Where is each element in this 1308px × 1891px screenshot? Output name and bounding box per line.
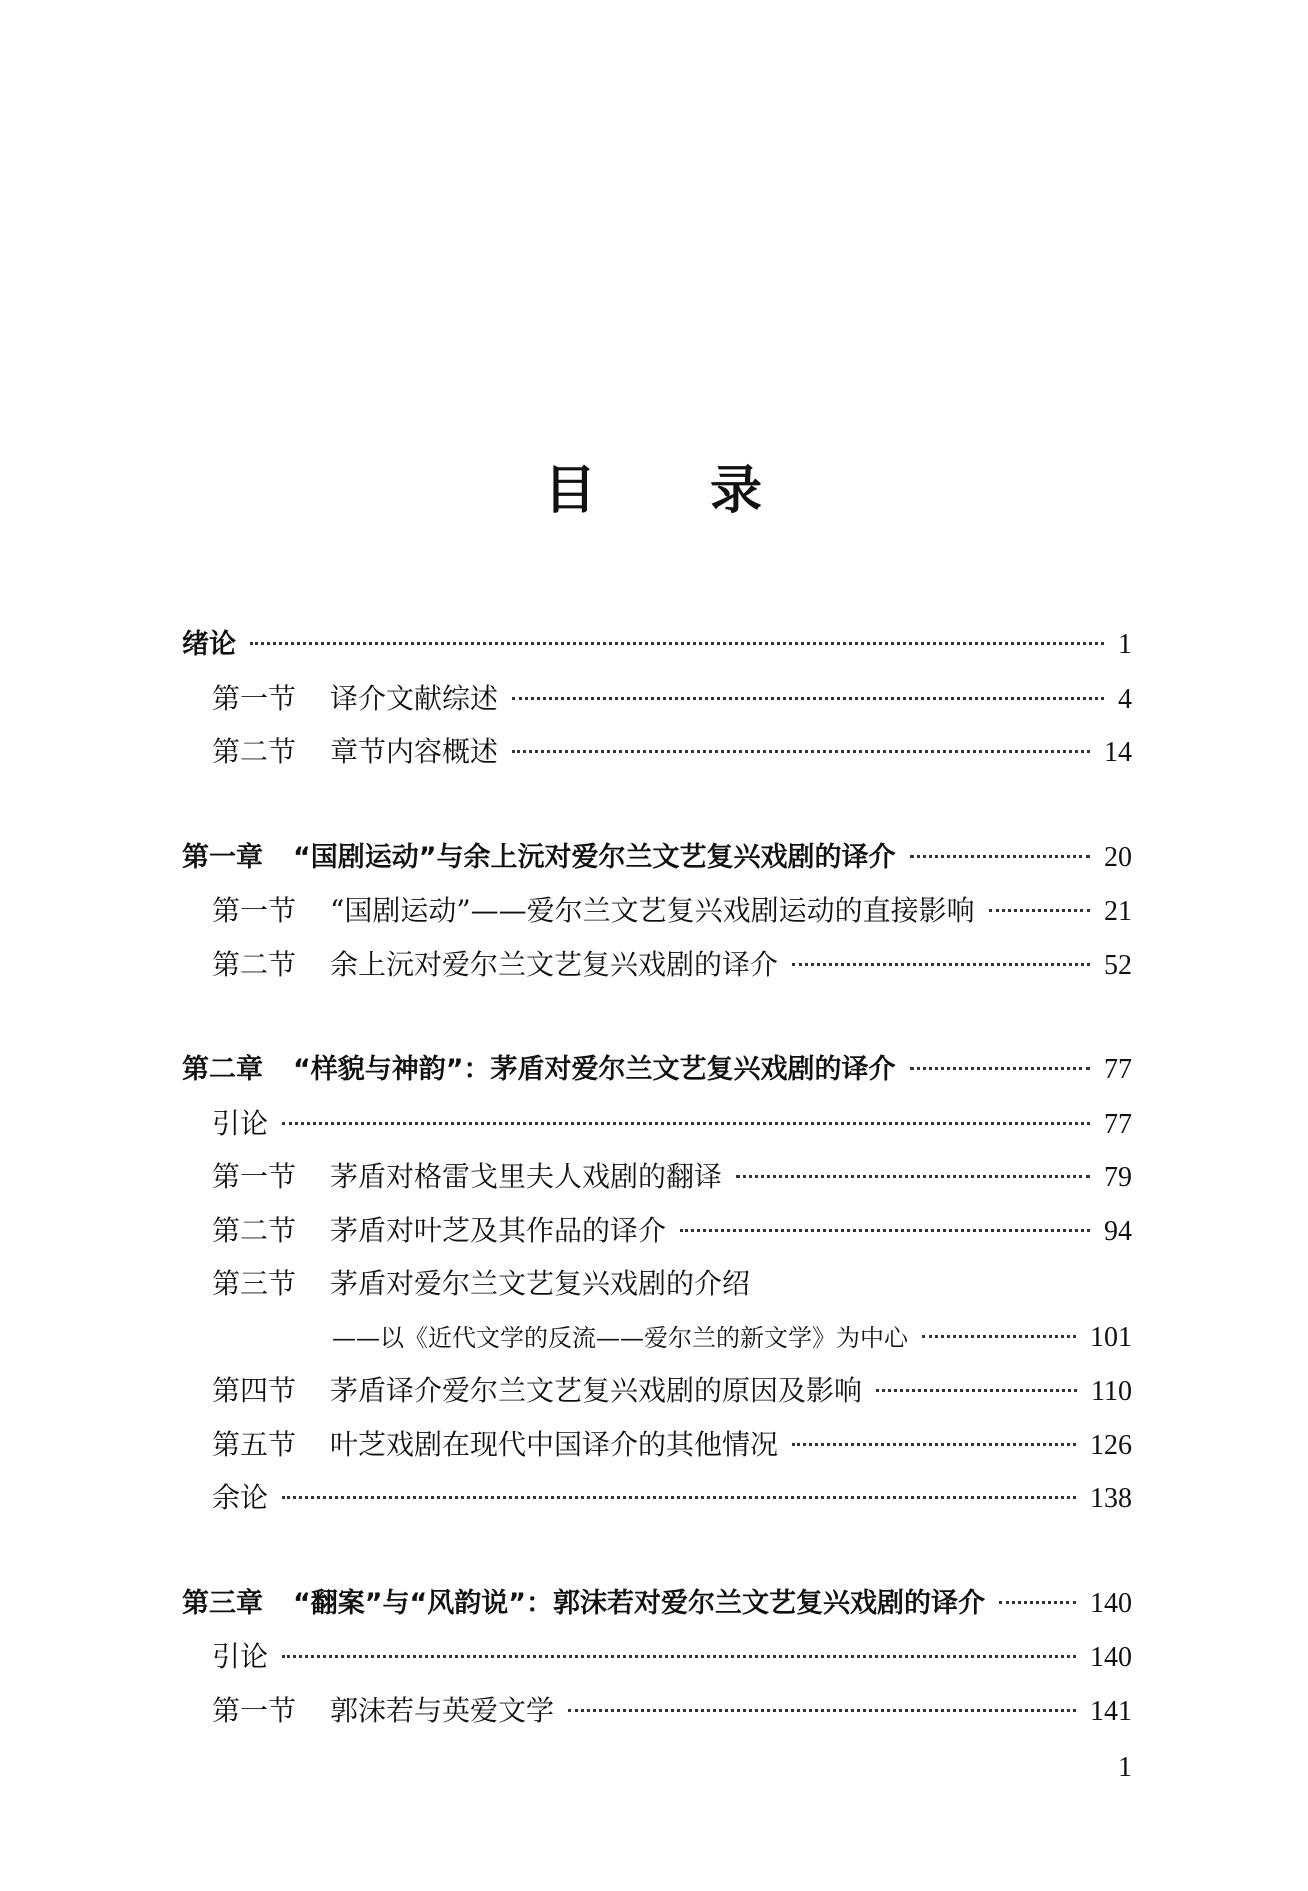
section-number: 第五节 — [212, 1427, 297, 1461]
toc-entry-intro-section[interactable] — [182, 1630, 1132, 1684]
toc-page: 138 — [1090, 1483, 1132, 1514]
toc-page: 14 — [1104, 737, 1132, 768]
toc-page: 141 — [1090, 1695, 1132, 1727]
dot-leader — [910, 854, 1091, 858]
toc-page: 1 — [1118, 629, 1132, 660]
dot-leader — [282, 1121, 1090, 1125]
toc-page: 21 — [1104, 896, 1132, 927]
dot-leader — [999, 1600, 1076, 1604]
dot-leader — [250, 641, 1104, 645]
toc-label: “国剧运动”——爱尔兰文艺复兴戏剧运动的直接影响 — [330, 894, 975, 927]
toc-page: 77 — [1104, 1054, 1132, 1085]
toc-entry-section[interactable] — [182, 1364, 1132, 1418]
page-title — [0, 448, 1308, 523]
toc-label: 茅盾译介爱尔兰文艺复兴戏剧的原因及影响 — [330, 1374, 863, 1407]
section-number: 第三节 — [212, 1267, 297, 1300]
toc-label: “国剧运动”与余上沅对爱尔兰文艺复兴戏剧的译介 — [293, 841, 896, 873]
dot-leader — [568, 1708, 1076, 1712]
section-number: 第二节 — [212, 947, 297, 981]
toc-entry-section[interactable] — [182, 1257, 1132, 1311]
dot-leader — [876, 1388, 1077, 1392]
toc-label: 郭沫若与英爱文学 — [330, 1693, 555, 1727]
dot-leader — [922, 1334, 1076, 1338]
toc-page: 94 — [1104, 1215, 1132, 1247]
toc-page: 52 — [1104, 949, 1132, 981]
dot-leader — [512, 696, 1104, 700]
toc-entry-section[interactable] — [182, 1684, 1132, 1738]
toc-entry-chapter-2[interactable] — [182, 1043, 1132, 1097]
toc-label: 茅盾对格雷戈里夫人戏剧的翻译 — [330, 1160, 723, 1193]
toc-page: 4 — [1118, 683, 1132, 715]
toc-label: 叶芝戏剧在现代中国译介的其他情况 — [330, 1427, 779, 1461]
toc-entry-section[interactable] — [182, 938, 1132, 992]
section-number: 第四节 — [212, 1374, 297, 1407]
section-number: 第二节 — [212, 735, 297, 768]
section-number: 第二节 — [212, 1213, 297, 1247]
section-number: 第一节 — [212, 1160, 297, 1193]
toc-entry-section[interactable] — [182, 672, 1132, 726]
title-char-1: 目 — [543, 460, 598, 521]
toc-entry-intro[interactable] — [182, 618, 1132, 672]
toc-label: 章节内容概述 — [330, 735, 499, 768]
toc-label: 绪论 — [182, 629, 236, 660]
dot-leader — [910, 1066, 1091, 1070]
dot-leader — [512, 749, 1090, 753]
toc-page: 110 — [1091, 1376, 1132, 1407]
toc-entry-intro-section[interactable] — [182, 1097, 1132, 1151]
toc-page: 79 — [1104, 1162, 1132, 1193]
toc-page: 20 — [1104, 841, 1132, 873]
toc-label: 茅盾对叶芝及其作品的译介 — [330, 1213, 667, 1247]
toc-label: 余上沅对爱尔兰文艺复兴戏剧的译介 — [330, 947, 779, 981]
toc-sublabel: ——以《近代文学的反流——爱尔兰的新文学》为中心 — [332, 1323, 908, 1352]
title-char-2: 录 — [710, 460, 765, 521]
chapter-number: 第一章 — [182, 841, 263, 873]
dot-leader — [282, 1495, 1076, 1499]
dot-leader — [792, 962, 1090, 966]
chapter-number: 第二章 — [182, 1054, 263, 1085]
toc-label: 茅盾对爱尔兰文艺复兴戏剧的介绍 — [330, 1267, 751, 1300]
toc-entry-subtitle[interactable] — [182, 1311, 1132, 1365]
table-of-contents — [182, 618, 1132, 1737]
toc-label: “翻案”与“风韵说”：郭沫若对爱尔兰文艺复兴戏剧的译介 — [293, 1587, 985, 1619]
section-number: 第一节 — [212, 894, 297, 927]
toc-entry-section[interactable] — [182, 884, 1132, 938]
toc-entry-section[interactable] — [182, 725, 1132, 779]
toc-label: 译介文献综述 — [330, 681, 499, 715]
toc-entry-chapter-1[interactable] — [182, 831, 1132, 885]
toc-label: 引论 — [212, 1640, 269, 1673]
toc-page: 101 — [1090, 1321, 1132, 1353]
toc-entry-section[interactable] — [182, 1418, 1132, 1472]
section-number: 第一节 — [212, 1693, 297, 1727]
toc-page: 126 — [1090, 1429, 1132, 1461]
section-number: 第一节 — [212, 681, 297, 715]
dot-leader — [736, 1174, 1090, 1178]
toc-page: 140 — [1090, 1642, 1132, 1673]
toc-entry-coda[interactable] — [182, 1471, 1132, 1525]
page-number: 1 — [1118, 1752, 1132, 1783]
toc-label: 引论 — [212, 1106, 269, 1140]
toc-page: 77 — [1104, 1108, 1132, 1140]
dot-leader — [680, 1228, 1090, 1232]
toc-entry-chapter-3[interactable] — [182, 1577, 1132, 1631]
toc-entry-section[interactable] — [182, 1150, 1132, 1204]
toc-entry-section[interactable] — [182, 1204, 1132, 1258]
toc-label: “样貌与神韵”：茅盾对爱尔兰文艺复兴戏剧的译介 — [293, 1054, 896, 1085]
dot-leader — [989, 908, 1090, 912]
chapter-number: 第三章 — [182, 1587, 263, 1619]
dot-leader — [282, 1654, 1076, 1658]
dot-leader — [792, 1442, 1076, 1446]
toc-label: 余论 — [212, 1481, 269, 1514]
toc-page: 140 — [1090, 1587, 1132, 1619]
